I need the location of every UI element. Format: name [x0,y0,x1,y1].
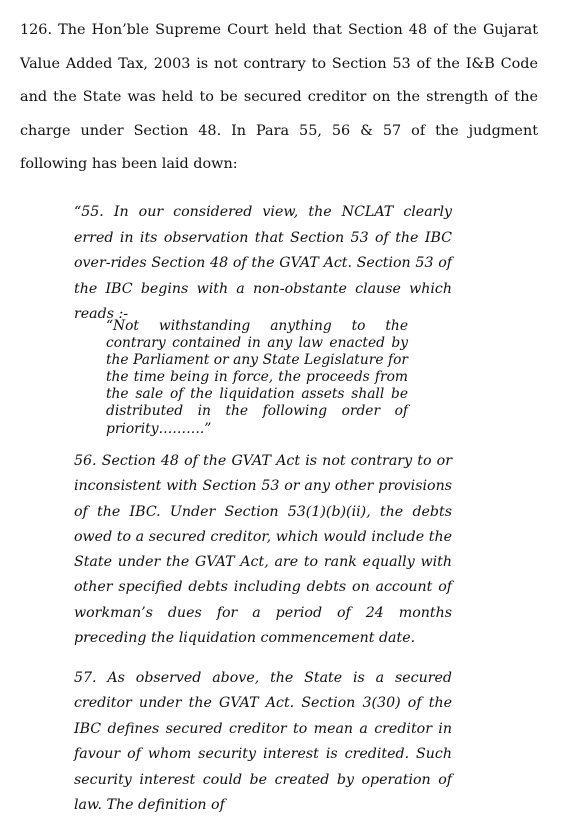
paragraph-126: 126. The Hon’ble Supreme Court held that Section 48 of the Gujarat Value Added Tax, 2003 is not contrary to Section 53 of the I&B Code and the State was held to be secured creditor on the strength of the charge under Section 48. In Para 55, 56 & 57 of the judgment following has been laid down: [20,22,538,173]
quoted-paragraph-57: 57. As observed above, the State is a secured creditor under the GVAT Act. Section 3(30) of the IBC defines secured creditor to mean a creditor in favour of whom security interest is credited. Such security interest could be created by operation of law. The definition of [74,670,452,814]
quoted-paragraph-55: “55. In our considered view, the NCLAT clearly erred in its observation that Section 53 of the IBC over-rides Section 48 of the GVAT Act. Section 53 of the IBC begins with a non-obstante clause which reads :- [74,204,452,322]
quoted-paragraph-56: 56. Section 48 of the GVAT Act is not contrary to or inconsistent with Section 53 or any other provisions of the IBC. Under Section 53(1)(b)(ii), the debts owed to a secured creditor, which would include the State under the GVAT Act, are to rank equally with other specified debts including debts on account of workman’s dues for a period of 24 months preceding the liquidation commencement date. [74,453,452,647]
inner-block-quote: “Not withstanding anything to the contrary contained in any law enacted by the Parliament or any State Legislature for the time being in force, the proceeds from the sale of the liquidation assets shall be distributed in the following order of priority……….” [106,318,408,437]
